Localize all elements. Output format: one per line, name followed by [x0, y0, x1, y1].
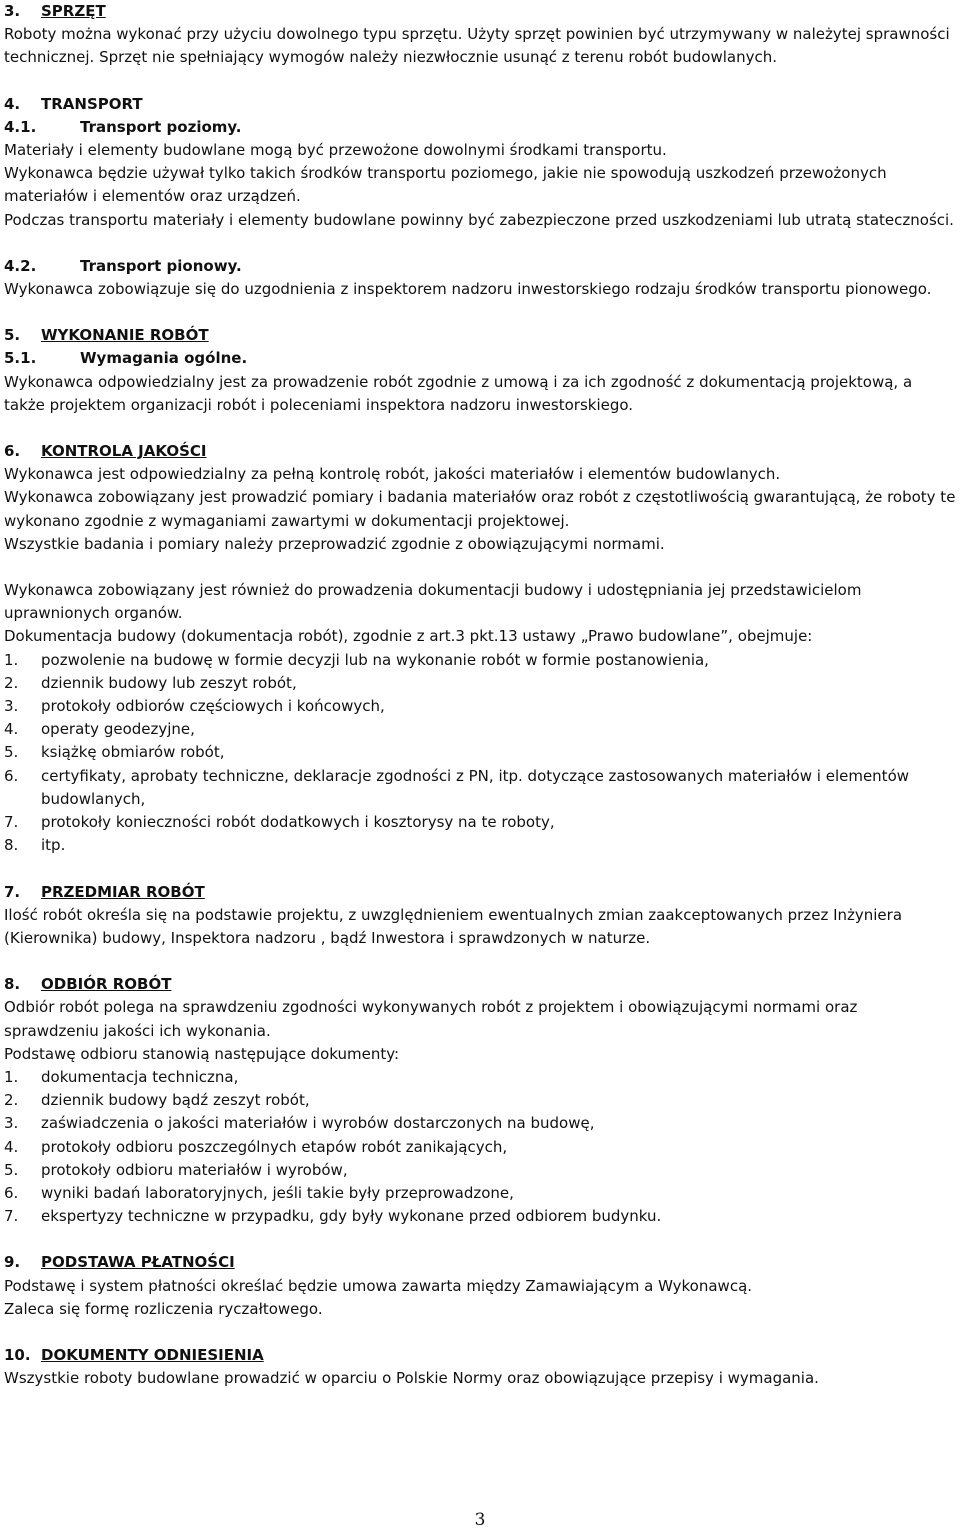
list-item [4, 1182, 956, 1205]
list-text: protokoły odbioru materiałów i wyrobów, [41, 1160, 348, 1179]
section-title: KONTROLA JAKOŚCI [41, 442, 207, 461]
paragraph: Podczas transportu materiały i elementy budowlane powinny być zabezpieczone przed uszkodzeniami lub utratą stateczności. [4, 210, 954, 229]
paragraph: Wykonawca zobowiązany jest również do prowadzenia dokumentacji budowy i udostępniania jej przedstawicielom uprawnionych organów. [4, 581, 862, 623]
list-text: książkę obmiarów robót, [41, 743, 225, 762]
list-text: pozwolenie na budowę w formie decyzji lub na wykonanie robót w formie postanowienia, [41, 650, 709, 669]
subsection-title: Transport poziomy. [80, 117, 242, 136]
list-item [4, 695, 956, 718]
list-item [4, 1205, 956, 1228]
list-item [4, 834, 956, 857]
list-item [4, 1066, 956, 1089]
list-item [4, 1159, 956, 1182]
list-item [4, 672, 956, 695]
section-title: PRZEDMIAR ROBÓT [41, 882, 205, 901]
subsection-number: 5.1. [4, 349, 37, 368]
paragraph: Wykonawca zobowiązuje się do uzgodnienia z inspektorem nadzoru inwestorskiego rodzaju środków transportu pionowego. [4, 280, 932, 299]
paragraph: Roboty można wykonać przy użyciu dowolnego typu sprzętu. Użyty sprzęt powinien być utrzymywany w należytej sprawności technicznej. Sprzęt nie spełniający wymogów należy niezwłocznie usunąć z terenu robót budowlanych. [4, 25, 950, 67]
list-item [4, 765, 956, 811]
list-item [4, 1089, 956, 1112]
list-text: dokumentacja techniczna, [41, 1067, 239, 1086]
list-text: protokoły odbiorów częściowych i końcowych, [41, 697, 385, 716]
list-text: dziennik budowy bądź zeszyt robót, [41, 1091, 310, 1110]
list-text: protokoły konieczności robót dodatkowych i kosztorysy na te roboty, [41, 813, 555, 832]
paragraph: Wykonawca będzie używał tylko takich środków transportu poziomego, jakie nie spowodują uszkodzeń przewożonych materiałów i elementów oraz urządzeń. [4, 164, 887, 206]
list-text: zaświadczenia o jakości materiałów i wyrobów dostarczonych na budowę, [41, 1114, 595, 1133]
list-number: 1. [4, 1067, 19, 1086]
paragraph: Wykonawca jest odpowiedzialny za pełną kontrolę robót, jakości materiałów i elementów budowlanych. [4, 465, 781, 484]
paragraph: Wszystkie badania i pomiary należy przeprowadzić zgodnie z obowiązującymi normami. [4, 534, 665, 553]
list-text: itp. [41, 836, 66, 855]
list-number: 3. [4, 1114, 19, 1133]
documentation-list [4, 649, 956, 858]
section-heading [4, 881, 956, 904]
list-text: protokoły odbioru poszczególnych etapów robót zanikających, [41, 1137, 508, 1156]
acceptance-documents-list [4, 1066, 956, 1228]
section-title: TRANSPORT [41, 94, 143, 113]
paragraph: Ilość robót określa się na podstawie projektu, z uwzględnieniem ewentualnych zmian zaakceptowanych przez Inżyniera (Kierownika) budowy, Inspektora nadzoru , bądź Inwestora i sprawdzonych w naturze. [4, 905, 903, 947]
section-title: SPRZĘT [41, 2, 106, 20]
section-title: WYKONANIE ROBÓT [41, 326, 209, 345]
paragraph: Zaleca się formę rozliczenia ryczałtowego. [4, 1299, 323, 1318]
document-page [4, 0, 956, 1390]
section-title: ODBIÓR ROBÓT [41, 975, 172, 994]
list-number: 7. [4, 1207, 19, 1226]
list-number: 6. [4, 766, 19, 785]
section-title: DOKUMENTY ODNIESIENIA [41, 1345, 264, 1364]
section-number: 3. [4, 2, 21, 20]
paragraph: Materiały i elementy budowlane mogą być przewożone dowolnymi środkami transportu. [4, 141, 667, 160]
section-heading [4, 1251, 956, 1274]
paragraph: Wszystkie roboty budowlane prowadzić w oparciu o Polskie Normy oraz obowiązujące przepisy i wymagania. [4, 1369, 819, 1388]
paragraph: Podstawę odbioru stanowią następujące dokumenty: [4, 1044, 400, 1063]
list-number: 4. [4, 720, 19, 739]
section-heading [4, 973, 956, 996]
page-number: 3 [474, 1510, 486, 1530]
paragraph: Wykonawca zobowiązany jest prowadzić pomiary i badania materiałów oraz robót z częstotliwością gwarantującą, że roboty te wykonano zgodnie z wymaganiami zawartymi w dokumentacji projektowej. [4, 488, 956, 530]
subsection-number: 4.1. [4, 117, 37, 136]
list-number: 2. [4, 1091, 19, 1110]
section-heading [4, 440, 956, 463]
section-number: 4. [4, 94, 21, 113]
section-heading [4, 1344, 956, 1367]
list-text: operaty geodezyjne, [41, 720, 195, 739]
list-item [4, 741, 956, 764]
section-number: 9. [4, 1253, 21, 1272]
list-text: ekspertyzy techniczne w przypadku, gdy były wykonane przed odbiorem budynku. [41, 1207, 662, 1226]
list-number: 7. [4, 813, 19, 832]
section-number: 10. [4, 1345, 31, 1364]
list-item [4, 1112, 956, 1135]
section-number: 7. [4, 882, 21, 901]
list-item [4, 811, 956, 834]
list-item [4, 1136, 956, 1159]
list-number: 2. [4, 673, 19, 692]
section-title: PODSTAWA PŁATNOŚCI [41, 1253, 235, 1272]
paragraph: Odbiór robót polega na sprawdzeniu zgodności wykonywanych robót z projektem i obowiązującymi normami oraz sprawdzeniu jakości ich wykonania. [4, 998, 858, 1040]
subsection-heading [4, 347, 956, 370]
list-number: 4. [4, 1137, 19, 1156]
subsection-title: Transport pionowy. [80, 256, 242, 275]
paragraph: Dokumentacja budowy (dokumentacja robót), zgodnie z art.3 pkt.13 ustawy „Prawo budowlane”, obejmuje: [4, 627, 813, 646]
list-number: 3. [4, 697, 19, 716]
list-item [4, 649, 956, 672]
subsection-heading [4, 116, 956, 139]
list-number: 1. [4, 650, 19, 669]
subsection-heading [4, 255, 956, 278]
section-number: 6. [4, 442, 21, 461]
list-number: 6. [4, 1183, 19, 1202]
subsection-number: 4.2. [4, 256, 37, 275]
list-item [4, 718, 956, 741]
section-number: 8. [4, 975, 21, 994]
section-heading [4, 324, 956, 347]
list-text: certyfikaty, aprobaty techniczne, deklaracje zgodności z PN, itp. dotyczące zastosowanych materiałów i elementów budowlanych, [41, 766, 910, 808]
list-text: wyniki badań laboratoryjnych, jeśli takie były przeprowadzone, [41, 1183, 514, 1202]
list-number: 5. [4, 743, 19, 762]
list-number: 8. [4, 836, 19, 855]
list-text: dziennik budowy lub zeszyt robót, [41, 673, 297, 692]
section-number: 5. [4, 326, 21, 345]
section-heading [4, 0, 956, 23]
paragraph: Wykonawca odpowiedzialny jest za prowadzenie robót zgodnie z umową i za ich zgodność z dokumentacją projektową, a także projektem organizacji robót i poleceniami inspektora nadzoru inwestorskiego. [4, 372, 913, 414]
section-heading [4, 93, 956, 116]
paragraph: Podstawę i system płatności określać będzie umowa zawarta między Zamawiającym a Wykonawcą. [4, 1276, 753, 1295]
list-number: 5. [4, 1160, 19, 1179]
subsection-title: Wymagania ogólne. [80, 349, 248, 368]
